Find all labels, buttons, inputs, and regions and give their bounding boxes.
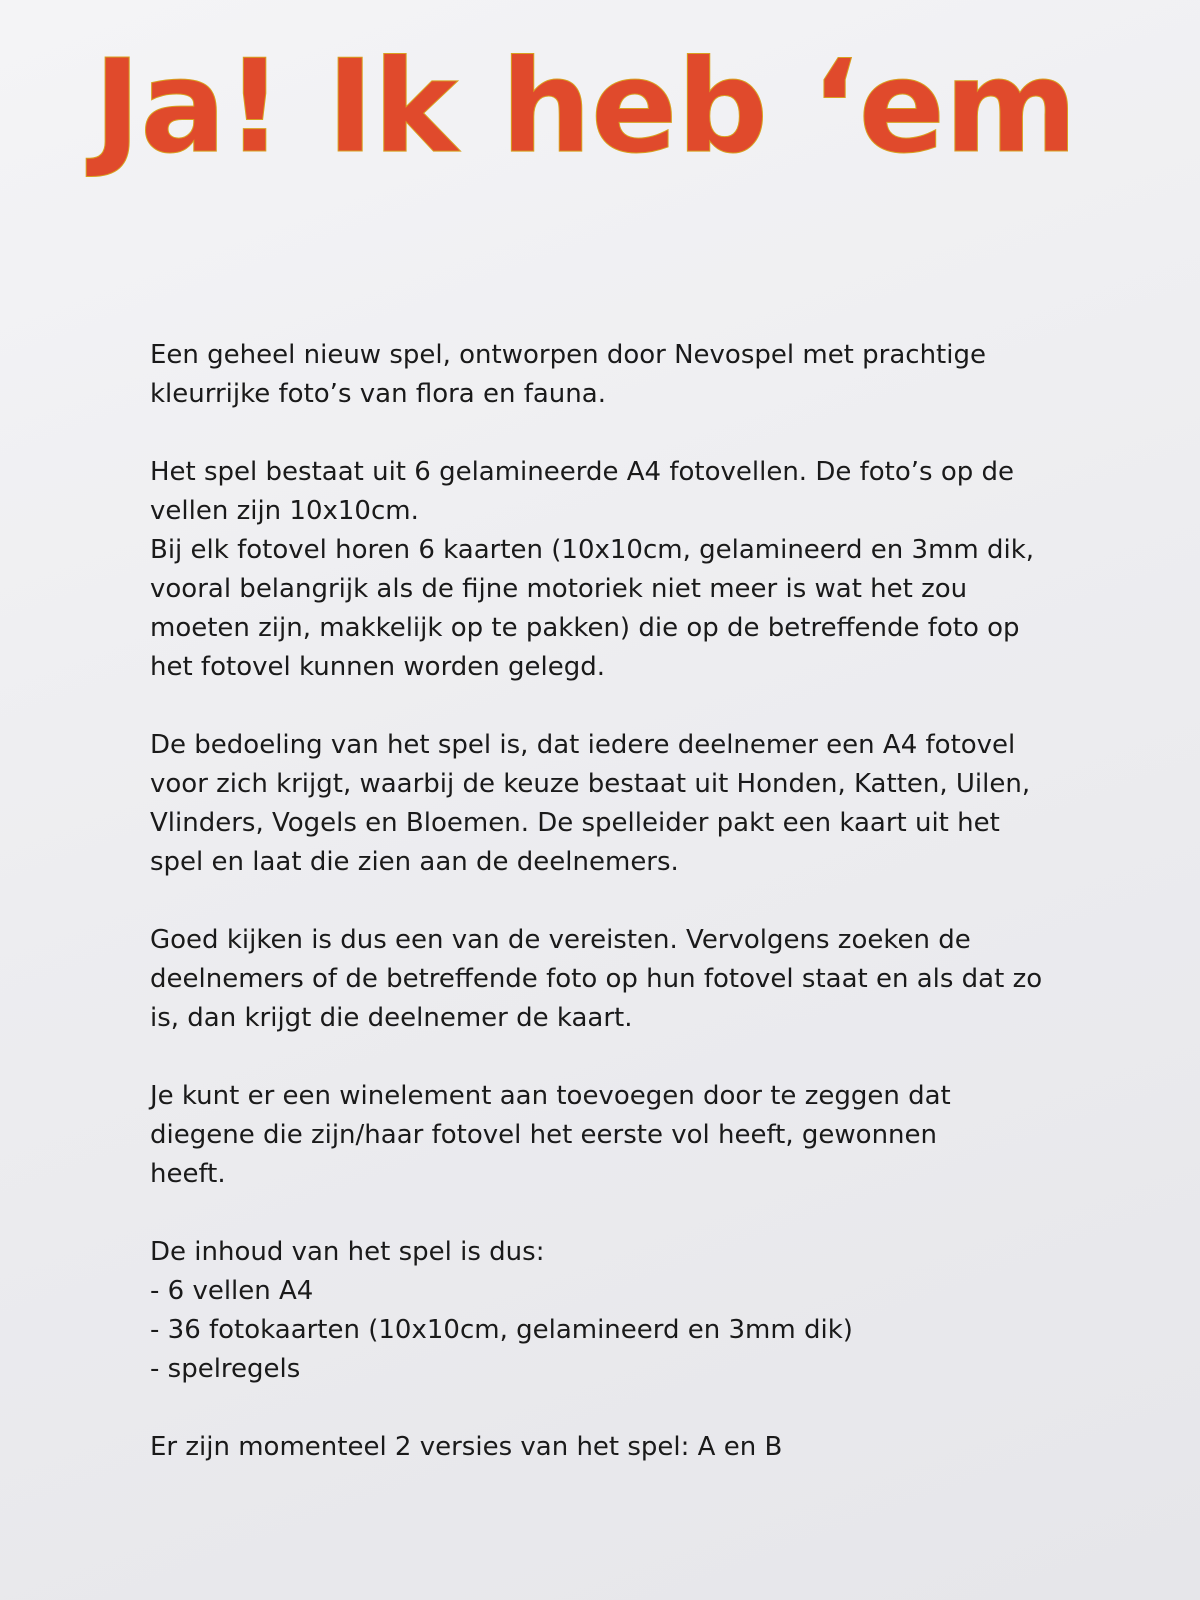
text-line: Vlinders, Vogels en Bloemen. De spelleider pakt een kaart uit het xyxy=(150,808,1000,838)
text-line: het fotovel kunnen worden gelegd. xyxy=(150,652,606,682)
text-line: heeft. xyxy=(150,1159,226,1189)
text-line: diegene die zijn/haar fotovel het eerste vol heeft, gewonnen xyxy=(150,1120,938,1150)
text-line: Het spel bestaat uit 6 gelamineerde A4 fotovellen. De foto’s op de xyxy=(150,457,1015,487)
text-line: moeten zijn, makkelijk op te pakken) die op de betreffende foto op xyxy=(150,613,1020,643)
text-line: deelnemers of de betreffende foto op hun fotovel staat en als dat zo xyxy=(150,964,1043,994)
text-line: Goed kijken is dus een van de vereisten. Vervolgens zoeken de xyxy=(150,925,971,955)
text-line: vooral belangrijk als de fijne motoriek niet meer is wat het zou xyxy=(150,574,968,604)
versions-note xyxy=(150,1428,1050,1467)
text-line: Er zijn momenteel 2 versies van het spel: A en B xyxy=(150,1432,783,1462)
text-line: Een geheel nieuw spel, ontworpen door Nevospel met prachtige xyxy=(150,340,986,370)
paragraph-win-element xyxy=(150,1077,1050,1194)
document-body xyxy=(150,336,1050,1506)
paragraph-looking xyxy=(150,921,1050,1038)
text-line: Je kunt er een winelement aan toevoegen door te zeggen dat xyxy=(150,1081,951,1111)
list-item: - spelregels xyxy=(150,1354,301,1384)
text-line: voor zich krijgt, waarbij de keuze bestaat uit Honden, Katten, Uilen, xyxy=(150,769,1031,799)
list-item: - 36 fotokaarten (10x10cm, gelamineerd en 3mm dik) xyxy=(150,1315,853,1345)
text-line: vellen zijn 10x10cm. xyxy=(150,496,419,526)
contents-heading: De inhoud van het spel is dus: xyxy=(150,1237,545,1267)
text-line: De bedoeling van het spel is, dat iedere deelnemer een A4 fotovel xyxy=(150,730,1016,760)
list-item: - 6 vellen A4 xyxy=(150,1276,314,1306)
paragraph-purpose xyxy=(150,726,1050,882)
text-line: spel en laat die zien aan de deelnemers. xyxy=(150,847,679,877)
paragraph-description xyxy=(150,453,1050,687)
text-line: kleurrijke foto’s van flora en fauna. xyxy=(150,379,606,409)
text-line: is, dan krijgt die deelnemer de kaart. xyxy=(150,1003,633,1033)
document-title: Ja! Ik heb ‘em xyxy=(93,33,1077,182)
paragraph-intro xyxy=(150,336,1050,414)
contents-list xyxy=(150,1233,1050,1389)
text-line: Bij elk fotovel horen 6 kaarten (10x10cm, gelamineerd en 3mm dik, xyxy=(150,535,1035,565)
